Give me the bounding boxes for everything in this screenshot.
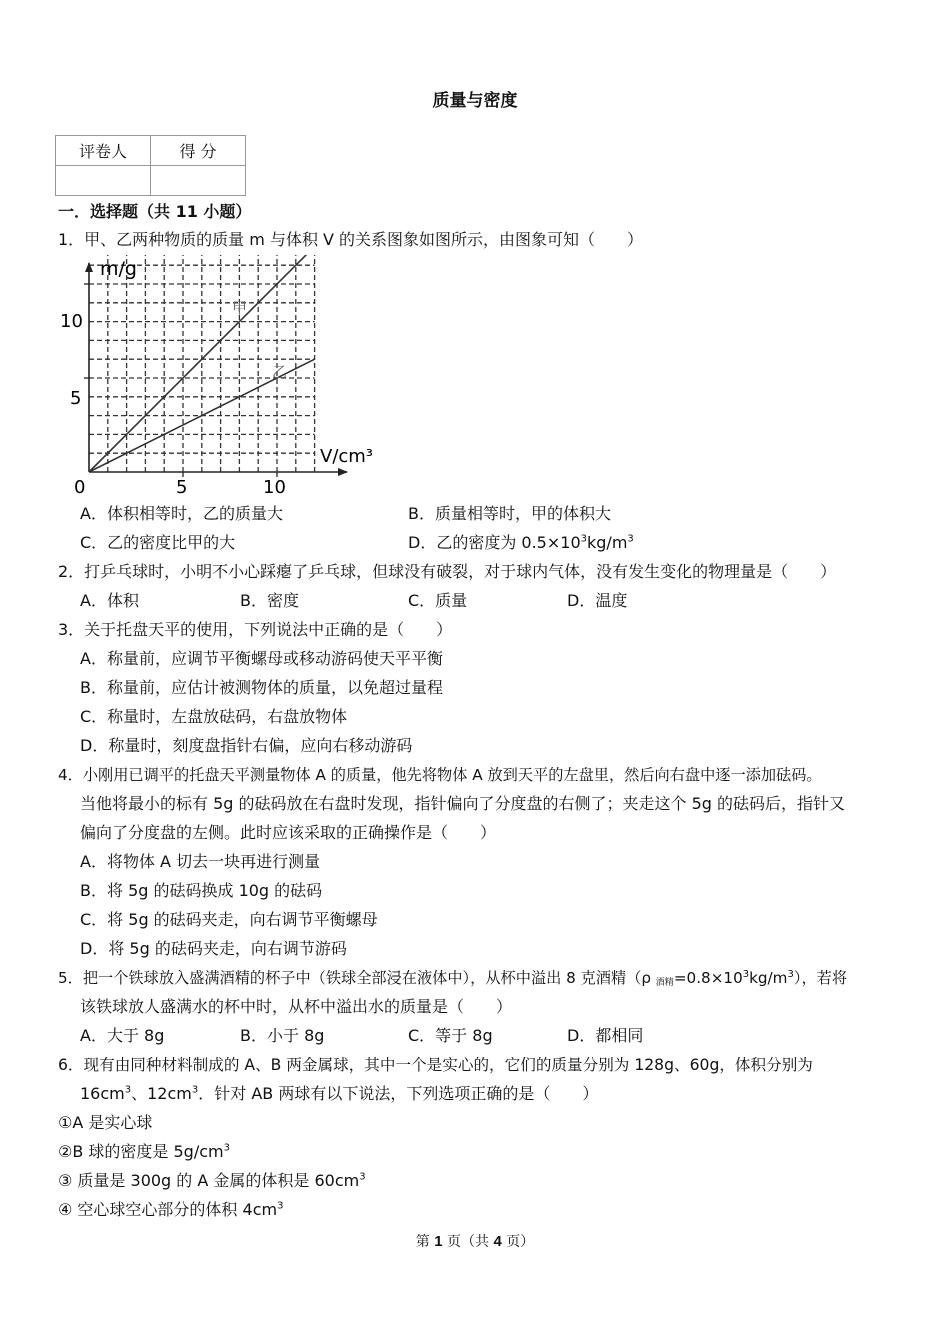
- q1-option-c[interactable]: C．乙的密度比甲的大: [80, 533, 236, 552]
- q4-option-d[interactable]: D．将 5g 的砝码夹走，向右调节游码: [80, 939, 347, 958]
- q3-option-a[interactable]: A．称量前，应调节平衡螺母或移动游码使天平平衡: [80, 649, 443, 668]
- q6-statement-2: ②B 球的密度是 $5g/cm^3$: [58, 1142, 230, 1161]
- q4-stem-line1: 4．小刚用已调平的托盘天平测量物体 A 的质量，他先将物体 A 放到天平的左盘里，然后向右盘中逐一添加砝码。: [58, 766, 822, 784]
- q3-option-d[interactable]: D．称量时，刻度盘指针右偏，应向右移动游码: [80, 736, 413, 755]
- q5-stem-line2: 该铁球放人盛满水的杯中时，从杯中溢出水的质量是（ ）: [80, 997, 513, 1016]
- q1-option-b[interactable]: B．质量相等时，甲的体积大: [408, 504, 611, 523]
- q5-option-c[interactable]: C．等于 8g: [408, 1026, 493, 1045]
- q2-option-b[interactable]: B．密度: [240, 591, 299, 610]
- score-table: [55, 135, 246, 196]
- q6-statement-4: ④ 空心球空心部分的体积 $4cm^3$: [58, 1200, 284, 1219]
- q6-statement-1: ①A 是实心球: [58, 1113, 153, 1132]
- score-table-score-cell: [151, 166, 246, 196]
- q4-option-c[interactable]: C．将 5g 的砝码夹走，向右调节平衡螺母: [80, 910, 378, 929]
- q1-stem: 1．甲、乙两种物质的质量 m 与体积 V 的关系图象如图所示，由图象可知（ ）: [58, 230, 644, 249]
- y-axis-arrow: [85, 262, 93, 272]
- q2-option-c[interactable]: C．质量: [408, 591, 468, 610]
- q1-option-d[interactable]: D．乙的密度为 $0.5\times 10^3kg/m^3$: [408, 533, 634, 552]
- q5-option-d[interactable]: D．都相同: [567, 1026, 644, 1045]
- y-tick-label-5: 5: [70, 388, 82, 409]
- q4-option-b[interactable]: B．将 5g 的砝码换成 10g 的砝码: [80, 881, 323, 900]
- q2-stem: 2．打乒乓球时，小明不小心踩瘪了乒乓球，但球没有破裂，对于球内气体，没有发生变化的物理量是（ ）: [58, 562, 837, 581]
- page-footer: 第 1 页（共 4 页）: [415, 1233, 535, 1250]
- q3-stem: 3．关于托盘天平的使用，下列说法中正确的是（ ）: [58, 620, 453, 639]
- q6-statement-3: ③ 质量是 300g 的 A 金属的体积是 $60cm^3$: [58, 1171, 366, 1190]
- q4-stem-line3: 偏向了分度盘的左侧。此时应该采取的正确操作是（ ）: [80, 823, 497, 842]
- q3-option-b[interactable]: B．称量前，应估计被测物体的质量，以免超过量程: [80, 678, 443, 697]
- series-label-yi: 乙: [272, 363, 288, 381]
- q3-option-c[interactable]: C．称量时，左盘放砝码，右盘放物体: [80, 707, 348, 726]
- q6-stem-line2: $16cm^3$、$12cm^3$．针对 AB 两球有以下说法，下列选项正确的是（ ）: [80, 1084, 599, 1103]
- score-table-score-header: 得 分: [151, 136, 246, 166]
- chart-axes: [84, 262, 348, 477]
- x-axis-label: V/cm³: [320, 446, 374, 467]
- q2-option-d[interactable]: D．温度: [567, 591, 628, 610]
- mass-volume-chart: [52, 255, 392, 500]
- x-tick-label-5: 5: [176, 477, 188, 498]
- origin-label: 0: [74, 477, 86, 498]
- x-axis-arrow: [338, 468, 348, 476]
- y-tick-label-10: 10: [60, 311, 83, 332]
- x-tick-label-10: 10: [263, 477, 286, 498]
- q5-stem-line1: 5．把一个铁球放入盛满酒精的杯子中（铁球全部浸在液体中），从杯中溢出 8 克酒精（ρ $_{酒精}=0.8\times 10^3kg/m^3$），若将: [58, 968, 848, 988]
- q4-option-a[interactable]: A．将物体 A 切去一块再进行测量: [80, 852, 321, 871]
- q6-stem-line1: 6．现有由同种材料制成的 A、B 两金属球，其中一个是实心的，它们的质量分别为 128g、60g，体积分别为: [58, 1056, 813, 1074]
- section-heading: 一．选择题（共 11 小题）: [58, 202, 252, 221]
- q5-option-a[interactable]: A．大于 8g: [80, 1026, 165, 1045]
- q4-stem-line2: 当他将最小的标有 5g 的砝码放在右盘时发现，指针偏向了分度盘的右侧了；夹走这个 5g 的砝码后，指针又: [80, 794, 846, 813]
- q1-option-a[interactable]: A．体积相等时，乙的质量大: [80, 504, 283, 523]
- y-axis-label: m/g: [100, 258, 137, 280]
- q5-option-b[interactable]: B．小于 8g: [240, 1026, 325, 1045]
- page-title: 质量与密度: [432, 91, 518, 111]
- score-table-grader-header: 评卷人: [56, 136, 151, 166]
- q2-option-a[interactable]: A．体积: [80, 591, 139, 610]
- series-label-jia: 甲: [232, 299, 248, 317]
- score-table-grader-cell: [56, 166, 151, 196]
